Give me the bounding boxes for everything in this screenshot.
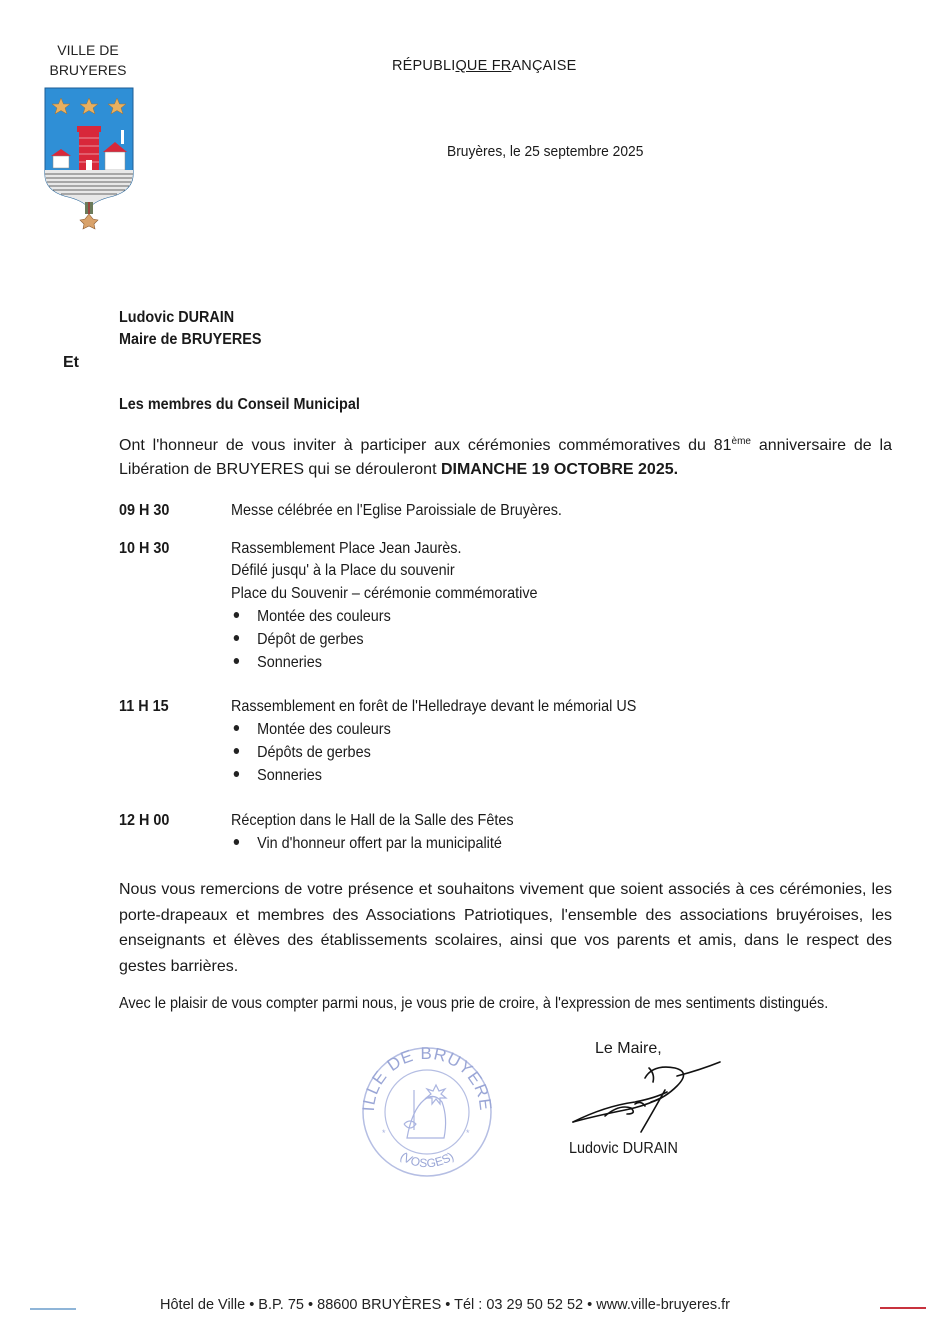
bullet-text: Montée des couleurs — [257, 608, 391, 625]
sender-name: Ludovic DURAIN — [119, 309, 235, 326]
footer-accent-right — [880, 1307, 926, 1309]
bullet-text: Dépôts de gerbes — [257, 744, 371, 761]
schedule-line: Rassemblement en forêt de l'Helledraye devant le mémorial US — [231, 698, 637, 715]
intro-text-2: anniversaire de la Libération de BRUYERES qui se dérouleront — [119, 437, 892, 478]
intro-sup: ème — [731, 436, 751, 447]
schedule-line: Messe célébrée en l'Eglise Paroissiale de Bruyères. — [231, 502, 562, 519]
signature-role: Le Maire, — [595, 1040, 662, 1057]
svg-text:(VOSGES) — [398, 1149, 457, 1170]
schedule-line: Rassemblement Place Jean Jaurès. — [231, 540, 462, 557]
bullet-text: Montée des couleurs — [257, 721, 391, 738]
republic-heading — [392, 58, 577, 74]
bullet-icon — [234, 658, 239, 664]
republic-part1: RÉPUBLI — [392, 58, 456, 74]
town-name — [40, 40, 136, 80]
svg-text:VILLE DE BRUYERES — [352, 1040, 495, 1112]
schedule-time: 09 H 30 — [119, 502, 170, 519]
sender-title: Maire de BRUYERES — [119, 331, 262, 348]
schedule-time: 11 H 15 — [119, 698, 169, 715]
republic-part2: QUE FR — [455, 58, 512, 74]
bullet-icon — [234, 839, 239, 845]
conjunction: Et — [63, 354, 79, 371]
schedule-line: Défilé jusqu' à la Place du souvenir — [231, 562, 455, 579]
schedule-time: 10 H 30 — [119, 540, 170, 557]
footer-address: Hôtel de Ville • B.P. 75 • 88600 BRUYÈRES • Tél : 03 29 50 52 52 • www.ville-bruyeres.fr — [160, 1297, 730, 1313]
schedule-bullet — [231, 744, 371, 762]
schedule-bullet — [231, 721, 391, 739]
stamp-top-text: ILLE DE BRUYERE — [358, 1043, 496, 1113]
signature-name: Ludovic DURAIN — [569, 1140, 678, 1157]
bullet-icon — [234, 748, 239, 754]
schedule-time: 12 H 00 — [119, 812, 170, 829]
town-stamp-icon — [352, 1040, 502, 1185]
town-name-line1: VILLE DE — [57, 42, 119, 58]
schedule-bullet — [231, 767, 322, 785]
bullet-text: Dépôt de gerbes — [257, 631, 364, 648]
intro-text: Ont l'honneur de vous inviter à participer aux cérémonies commémoratives du 81 — [119, 437, 732, 454]
bullet-text: Sonneries — [257, 767, 322, 784]
schedule-line: Place du Souvenir – cérémonie commémorative — [231, 585, 538, 602]
invitation-intro — [119, 434, 892, 482]
event-date: DIMANCHE 19 OCTOBRE 2025. — [440, 461, 679, 478]
footer-accent-left — [30, 1308, 76, 1310]
schedule-bullet — [231, 608, 391, 626]
coat-of-arms-icon — [43, 86, 135, 241]
svg-text:*: * — [382, 1128, 386, 1138]
town-name-line2: BRUYERES — [49, 62, 127, 78]
schedule-bullet — [231, 835, 502, 853]
handwritten-signature-icon — [565, 1058, 725, 1143]
letter-date: Bruyères, le 25 septembre 2025 — [447, 143, 644, 160]
closing-formula: Avec le plaisir de vous compter parmi nous, je vous prie de croire, à l'expression de mes sentiments distingués. — [119, 995, 829, 1012]
bullet-icon — [234, 771, 239, 777]
council-members: Les membres du Conseil Municipal — [119, 396, 360, 413]
bullet-icon — [234, 612, 239, 618]
republic-part3: ANÇAISE — [511, 58, 577, 74]
schedule-line: Réception dans le Hall de la Salle des Fêtes — [231, 812, 514, 829]
schedule-bullet — [231, 654, 322, 672]
bullet-icon — [234, 635, 239, 641]
thanks-paragraph: Nous vous remercions de votre présence et souhaitons vivement que soient associés à ces cérémonies, les porte-drapeaux et membres des Associations Patriotiques, l'ensemble des associations bruyéroises, les enseignants et élèves des établissements scolaires, ainsi que vos parents et amis, dans le respect des gestes barrières. — [119, 881, 892, 975]
bullet-text: Sonneries — [257, 654, 322, 671]
bullet-icon — [234, 725, 239, 731]
svg-text:*: * — [466, 1128, 470, 1138]
bullet-text: Vin d'honneur offert par la municipalité — [257, 835, 502, 852]
stamp-bottom-text: (VOSGES) — [397, 1149, 457, 1171]
schedule-bullet — [231, 631, 364, 649]
